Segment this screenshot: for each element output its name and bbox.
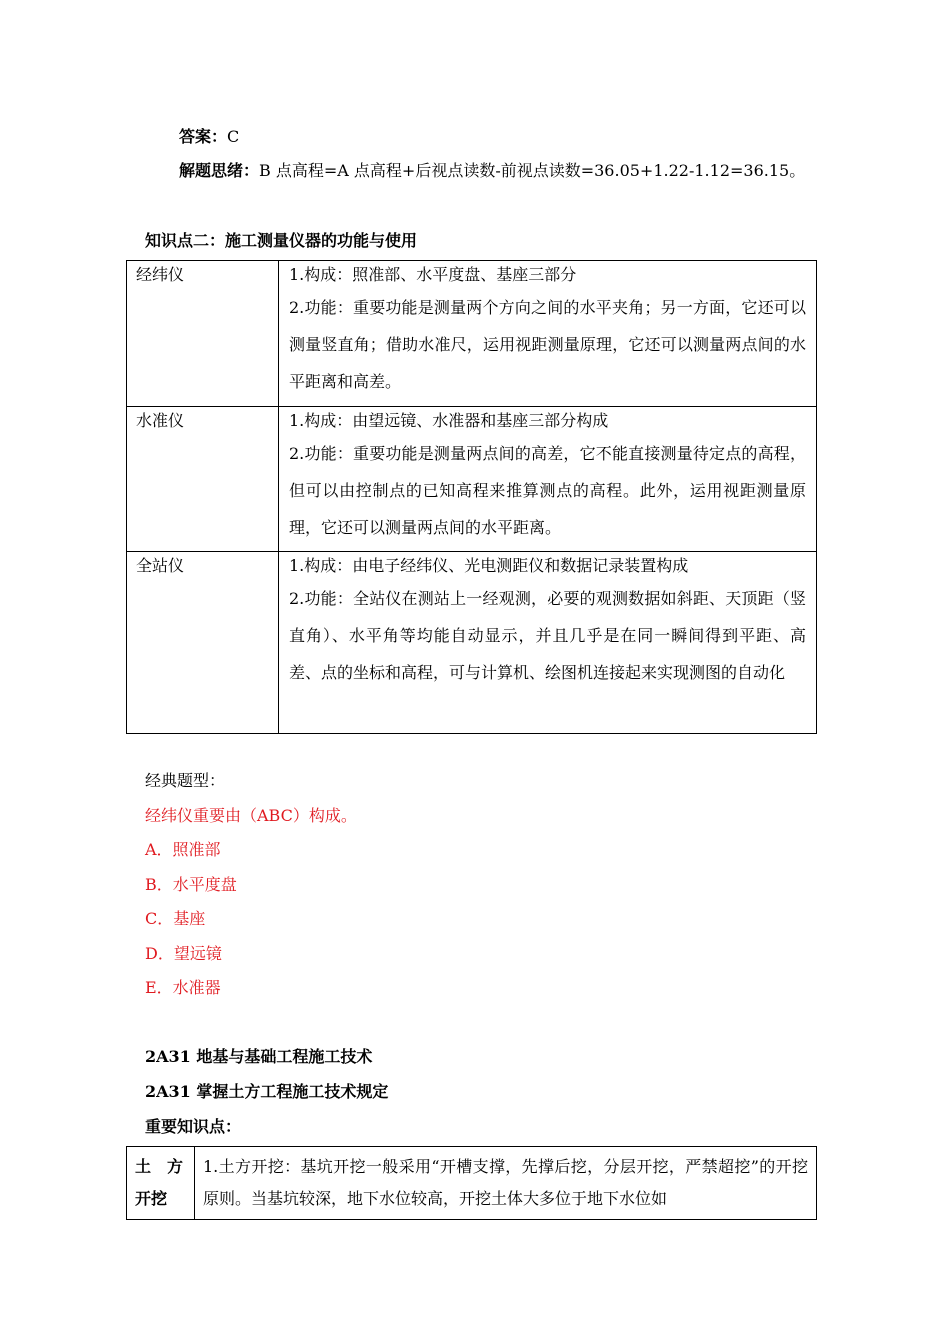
instrument-composition: 1.构成：照准部、水平度盘、基座三部分 (289, 265, 577, 284)
table-row (127, 552, 817, 734)
option-a: A．照准部 (145, 840, 221, 859)
instrument-function: 2.功能：重要功能是测量两点间的高差，它不能直接测量待定点的高程，但可以由控制点的已知高程来推算测点的高程。此外，运用视距测量原理，它还可以测量两点间的水平距离。 (289, 444, 806, 537)
classic-label: 经典题型： (145, 771, 226, 790)
table-row (127, 407, 817, 552)
instrument-function: 2.功能：全站仪在测站上一经观测，必要的观测数据如斜距、天顶距（竖直角）、水平角等均能自动显示，并且几乎是在同一瞬间得到平距、高差、点的坐标和高程，可与计算机、绘图机连接起来实现测图的自动化 (289, 589, 806, 682)
instrument-table (126, 260, 817, 734)
option-d: D．望远镜 (145, 944, 222, 963)
instrument-name: 经纬仪 (127, 261, 279, 407)
answer-line (179, 127, 239, 147)
option-e: E．水准器 (145, 978, 221, 997)
explanation-line (179, 161, 805, 181)
earthwork-table (126, 1146, 817, 1220)
section-title: 知识点二：施工测量仪器的功能与使用 (145, 231, 418, 250)
instrument-composition: 1.构成：由电子经纬仪、光电测距仪和数据记录装置构成 (289, 556, 689, 575)
explanation-text: B 点高程=A 点高程+后视点读数-前视点读数=36.05+1.22-1.12=36.15。 (259, 161, 806, 180)
table-row (127, 1147, 817, 1220)
option-b: B．水平度盘 (145, 875, 237, 894)
subchapter-title: 2A31 掌握土方工程施工技术规定 (145, 1082, 389, 1101)
key-points-label: 重要知识点： (145, 1117, 242, 1136)
answer-label: 答案： (179, 127, 228, 146)
instrument-function: 2.功能：重要功能是测量两个方向之间的水平夹角；另一方面，它还可以测量竖直角；借助水准尺，运用视距测量原理，它还可以测量两点间的水平距离和高差。 (289, 298, 806, 391)
answer-value: C (227, 127, 240, 146)
classic-question: 经纬仪重要由（ABC）构成。 (145, 806, 357, 825)
instrument-name: 水准仪 (127, 407, 279, 552)
earthwork-name-line1: 土 方 (135, 1157, 184, 1176)
table-row (127, 261, 817, 407)
instrument-composition: 1.构成：由望远镜、水准器和基座三部分构成 (289, 411, 609, 430)
earthwork-name-line2: 开挖 (135, 1189, 168, 1208)
instrument-name: 全站仪 (127, 552, 279, 734)
option-c: C．基座 (145, 909, 206, 928)
earthwork-text: 1.土方开挖：基坑开挖一般采用“开槽支撑，先撑后挖，分层开挖，严禁超挖”的开挖原则。当基坑较深，地下水位较高，开挖土体大多位于地下水位如 (203, 1157, 808, 1208)
explanation-label: 解题思绪： (179, 161, 260, 180)
chapter-title: 2A31 地基与基础工程施工技术 (145, 1047, 373, 1066)
